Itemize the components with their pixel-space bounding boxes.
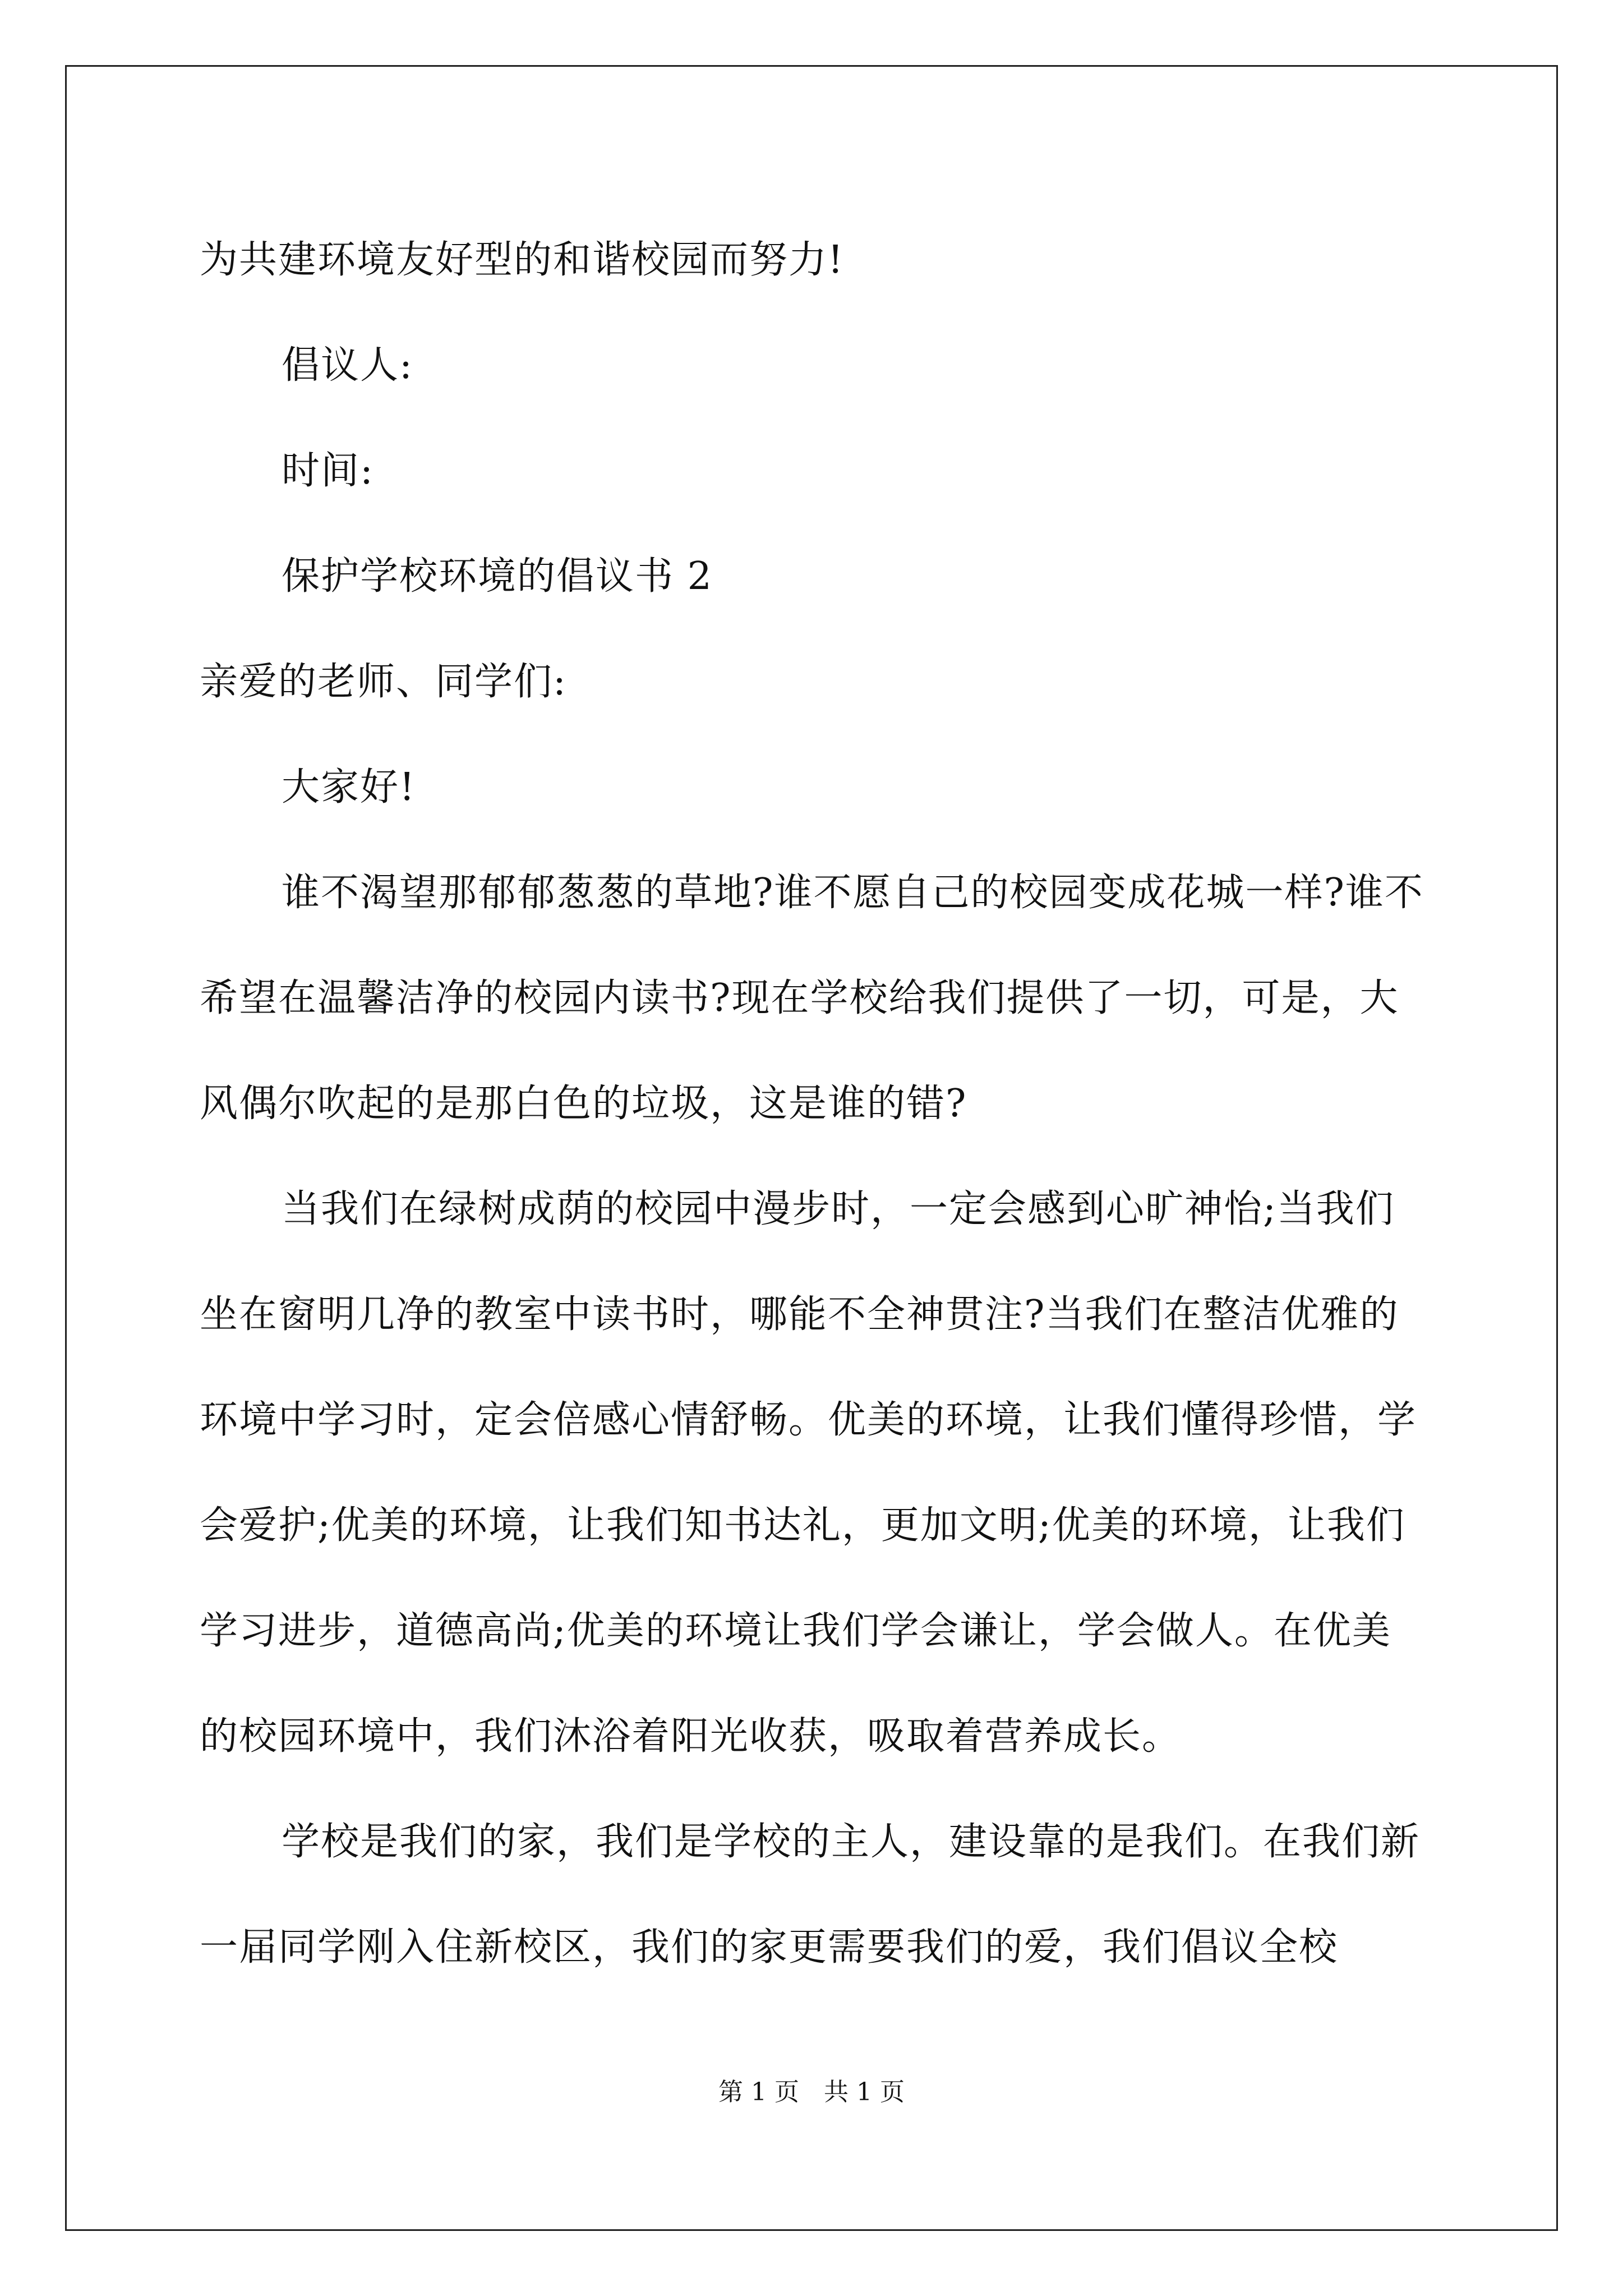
- paragraph-initiator: 倡议人:: [282, 343, 413, 388]
- page-number: 第 1 页: [718, 2078, 799, 2106]
- paragraph-body-2: 当我们在绿树成荫的校园中漫步时，一定会感到心旷神怡;当我们坐在窗明几净的教室中读书时，哪能不全神贯注?当我们在整洁优雅的环境中学习时，定会倍感心情舒畅。优美的环境，让我们懂得珍惜，学会爱护;优美的环境，让我们知书达礼，更加文明;优美的环境，让我们学习进步，道德高尚;优美的环境让我们学会谦让，学会做人。在优美的校园环境中，我们沐浴着阳光收获，吸取着营养成长。: [200, 1187, 1417, 1759]
- paragraph-closing-line: 为共建环境友好型的和谐校园而努力!: [200, 238, 845, 282]
- section-title: 保护学校环境的倡议书 2: [282, 554, 713, 599]
- paragraph-date: 时间:: [282, 449, 374, 493]
- paragraph-greeting: 大家好!: [282, 765, 416, 809]
- page-total: 共 1 页: [824, 2078, 905, 2106]
- document-body: [200, 208, 1428, 2000]
- paragraph-body-1: 谁不渴望那郁郁葱葱的草地?谁不愿自己的校园变成花城一样?谁不希望在温馨洁净的校园内读书?现在学校给我们提供了一切，可是，大风偶尔吹起的是那白色的垃圾，这是谁的错?: [200, 871, 1424, 1126]
- paragraph-body-3: 学校是我们的家，我们是学校的主人，建设靠的是我们。在我们新一届同学刚入住新校区，我们的家更需要我们的爱，我们倡议全校: [200, 1820, 1421, 1970]
- page-footer: [0, 2076, 1623, 2109]
- paragraph-salutation: 亲爱的老师、同学们:: [200, 660, 567, 704]
